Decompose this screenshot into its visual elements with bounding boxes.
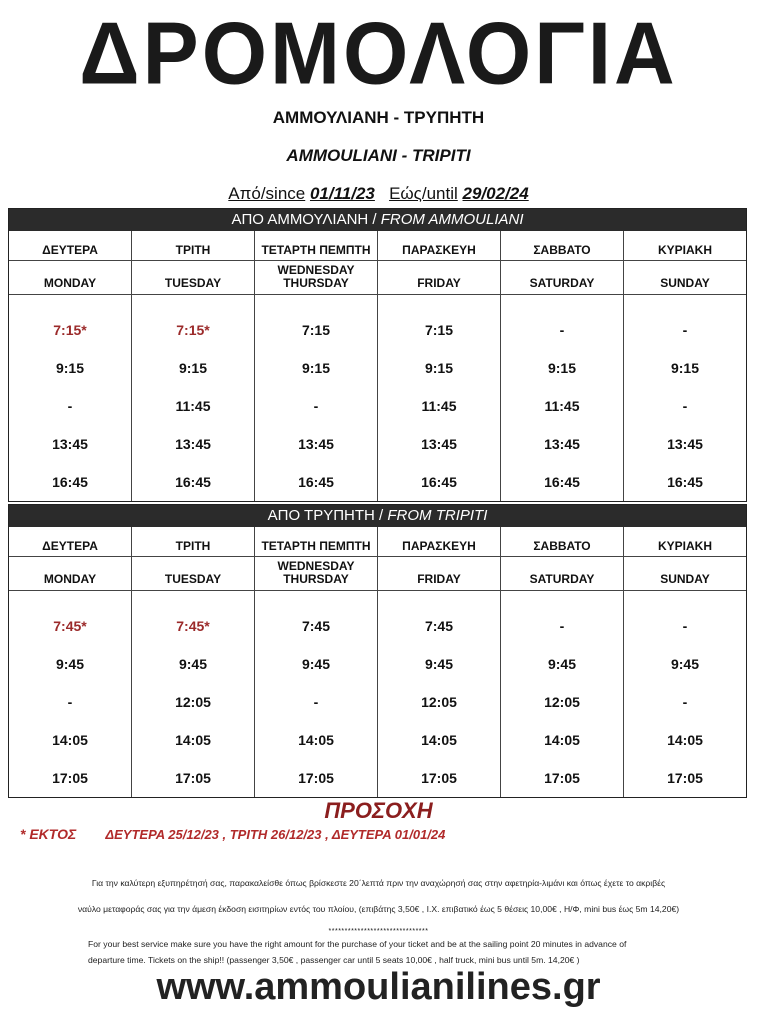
departure-time: 14:05	[421, 732, 457, 748]
departure-time: 17:05	[421, 770, 457, 786]
departure-time: 17:05	[544, 770, 580, 786]
route-english: AMMOULIANI - TRIPITI	[286, 146, 471, 165]
day-name-english: TUESDAY	[132, 557, 254, 591]
day-name-greek: ΣΑΒΒΑΤΟ	[501, 527, 623, 557]
departure-time: 9:15	[301, 360, 331, 376]
day-column	[255, 231, 378, 501]
day-name-english: SATURDAY	[501, 557, 623, 591]
departure-time: 9:45	[178, 656, 208, 672]
attention-heading: ΠΡΟΣΟΧΗ	[324, 798, 433, 823]
departure-time: 11:45	[175, 398, 211, 414]
since-date: 01/11/23	[309, 184, 375, 203]
day-name-english: FRIDAY	[378, 261, 500, 295]
departure-time: 16:45	[298, 474, 334, 490]
departure-time: 11:45	[544, 398, 580, 414]
day-name-greek: ΠΑΡΑΣΚΕΥΗ	[378, 527, 500, 557]
note-english-line1: For your best service make sure you have the right amount for the purchase of your ticket and be at the sailing point 20 minutes in advance of	[88, 939, 627, 949]
header-greek: ΑΠΟ ΑΜΜΟΥΛΙΑΝΗ /	[231, 211, 381, 228]
day-name-greek: ΚΥΡΙΑΚΗ	[624, 231, 746, 261]
day-name-english: MONDAY	[9, 557, 131, 591]
departure-time: 7:45*	[53, 618, 87, 634]
route-greek: ΑΜΜΟΥΛΙΑΝΗ - ΤΡΥΠΗΤΗ	[272, 108, 485, 127]
departure-time: -	[559, 618, 565, 634]
until-date: 29/02/24	[462, 184, 529, 203]
departure-time: 11:45	[421, 398, 457, 414]
note-greek-line2: ναύλο μεταφοράς σας για την άμεση έκδοση εισιτηρίων εντός του πλοίου, (επιβάτης 3,50€ , Ι.Χ. επιβατικό έως 5 θέσεις 10,00€ , Η/Φ, mini bus έως 5m 14,20€)	[77, 904, 680, 914]
departure-time: 13:45	[421, 436, 457, 452]
day-name-english: SATURDAY	[501, 261, 623, 295]
day-column	[378, 231, 501, 501]
day-column	[255, 527, 378, 797]
departure-time: 14:05	[175, 732, 211, 748]
note-english-line2: departure time. Tickets on the ship!! (passenger 3,50€ , passenger car until 5 seats 10,00€ , half truck, mini bus until 5m. 14,20€ )	[88, 955, 580, 965]
day-name-greek: ΚΥΡΙΑΚΗ	[624, 527, 746, 557]
day-name-english: FRIDAY	[378, 557, 500, 591]
departure-time: 7:15*	[176, 322, 210, 338]
departure-time: 9:45	[424, 656, 454, 672]
day-name-greek: ΣΑΒΒΑΤΟ	[501, 231, 623, 261]
departure-time: 14:05	[667, 732, 703, 748]
departure-time: 9:45	[301, 656, 331, 672]
departure-time: 16:45	[421, 474, 457, 490]
departure-time: -	[682, 322, 688, 338]
day-name-english: TUESDAY	[132, 261, 254, 295]
departure-time: 9:15	[55, 360, 85, 376]
departure-time: 13:45	[52, 436, 88, 452]
day-name-greek: ΔΕΥΤΕΡΑ	[9, 527, 131, 557]
validity-period	[0, 184, 757, 204]
departure-time: 16:45	[544, 474, 580, 490]
departure-time: 13:45	[544, 436, 580, 452]
until-label: Εώς/until	[389, 184, 458, 203]
schedule-from-tripiti	[8, 504, 747, 798]
day-column	[501, 527, 624, 797]
day-name-greek: ΠΑΡΑΣΚΕΥΗ	[378, 231, 500, 261]
departure-time: 14:05	[52, 732, 88, 748]
departure-time: 16:45	[175, 474, 211, 490]
departure-time: 9:45	[670, 656, 700, 672]
day-column	[9, 231, 132, 501]
departure-time: 13:45	[667, 436, 703, 452]
note-greek-line1: Για την καλύτερη εξυπηρέτησή σας, παρακαλείσθε όπως βρίσκεστε 20΄λεπτά πριν την αναχώρησή σας στην αφετηρία-λιμάνι και όπως έχετε το ακριβές	[91, 878, 666, 888]
except-label: * ΕΚΤΟΣ	[20, 826, 77, 842]
day-name-greek: ΤΕΤΑΡΤΗ ΠΕΜΠΤΗ	[255, 527, 377, 557]
day-name-english: SUNDAY	[624, 557, 746, 591]
departure-time: -	[682, 618, 688, 634]
schedule-header	[9, 505, 746, 527]
departure-time: 7:15	[424, 322, 454, 338]
day-column	[132, 527, 255, 797]
header-english: FROM AMMOULIANI	[380, 211, 524, 228]
day-name-english: WEDNESDAY THURSDAY	[255, 261, 377, 295]
departure-time: -	[682, 398, 688, 414]
day-name-greek: ΔΕΥΤΕΡΑ	[9, 231, 131, 261]
departure-time: 16:45	[667, 474, 703, 490]
exceptions	[20, 826, 445, 842]
departure-time: -	[313, 398, 319, 414]
day-name-english: SUNDAY	[624, 261, 746, 295]
departure-time: 12:05	[175, 694, 211, 710]
day-name-greek: ΤΕΤΑΡΤΗ ΠΕΜΠΤΗ	[255, 231, 377, 261]
day-column	[624, 231, 746, 501]
departure-time: -	[313, 694, 319, 710]
departure-time: 7:45*	[176, 618, 210, 634]
departure-time: 7:45	[424, 618, 454, 634]
departure-time: 9:15	[547, 360, 577, 376]
website-url[interactable]: www.ammoulianilines.gr	[156, 966, 601, 1008]
day-column	[132, 231, 255, 501]
except-dates: ΔΕΥΤΕΡΑ 25/12/23 , ΤΡΙΤΗ 26/12/23 , ΔΕΥΤΕΡΑ 01/01/24	[105, 827, 446, 842]
since-label: Από/since	[228, 184, 306, 203]
page-title: ΔΡΟΜΟΛΟΓΙΑ	[79, 3, 678, 103]
day-column	[378, 527, 501, 797]
departure-time: 7:15	[301, 322, 331, 338]
day-name-greek: ΤΡΙΤΗ	[132, 527, 254, 557]
departure-time: 17:05	[298, 770, 334, 786]
departure-time: 14:05	[298, 732, 334, 748]
header-greek: ΑΠΟ ΤΡΥΠΗΤΗ /	[267, 507, 388, 524]
departure-time: 7:45	[301, 618, 331, 634]
departure-time: -	[559, 322, 565, 338]
departure-time: 16:45	[52, 474, 88, 490]
departure-time: 17:05	[175, 770, 211, 786]
departure-time: 9:15	[670, 360, 700, 376]
departure-time: -	[67, 694, 73, 710]
day-name-english: MONDAY	[9, 261, 131, 295]
day-column	[9, 527, 132, 797]
departure-time: 9:15	[424, 360, 454, 376]
departure-time: 17:05	[667, 770, 703, 786]
departure-time: 9:15	[178, 360, 208, 376]
day-name-english: WEDNESDAY THURSDAY	[255, 557, 377, 591]
departure-time: 12:05	[544, 694, 580, 710]
departure-time: 13:45	[175, 436, 211, 452]
header-english: FROM TRIPITI	[387, 507, 488, 524]
departure-time: 7:15*	[53, 322, 87, 338]
departure-time: 9:45	[547, 656, 577, 672]
departure-time: -	[67, 398, 73, 414]
day-name-greek: ΤΡΙΤΗ	[132, 231, 254, 261]
separator-stars: *******************************	[328, 928, 429, 935]
departure-time: 17:05	[52, 770, 88, 786]
departure-time: -	[682, 694, 688, 710]
departure-time: 9:45	[55, 656, 85, 672]
departure-time: 12:05	[421, 694, 457, 710]
day-column	[501, 231, 624, 501]
departure-time: 13:45	[298, 436, 334, 452]
day-column	[624, 527, 746, 797]
schedule-from-ammouliani	[8, 208, 747, 502]
schedule-header	[9, 209, 746, 231]
departure-time: 14:05	[544, 732, 580, 748]
